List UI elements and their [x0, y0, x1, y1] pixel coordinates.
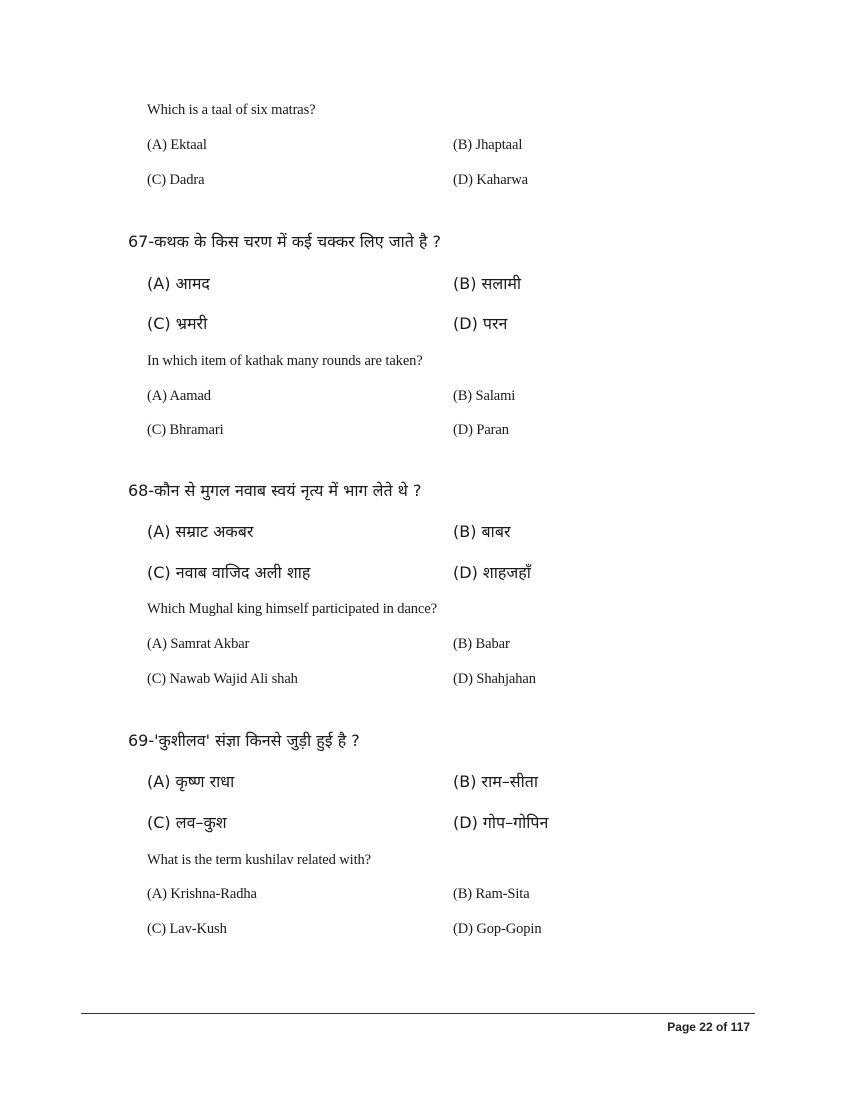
question-text-en: Which Mughal king himself participated in dance? — [147, 601, 437, 617]
option-b-hi: (B) बाबर — [453, 522, 511, 541]
option-c: (C) Lav-Kush — [147, 921, 227, 937]
question-heading-hi: 69-'कुशीलव' संज्ञा किनसे जुड़ी हुई है ? — [128, 731, 360, 750]
option-a: (A) Ektaal — [147, 137, 207, 153]
option-d: (D) Gop-Gopin — [453, 921, 542, 937]
question-heading-hi: 68-कौन से मुगल नवाब स्वयं नृत्य में भाग लेते थे ? — [128, 481, 422, 500]
option-b: (B) Ram-Sita — [453, 886, 530, 902]
option-a: (A) Krishna-Radha — [147, 886, 257, 902]
option-b-hi: (B) राम–सीता — [453, 772, 539, 791]
option-a-hi: (A) कृष्ण राधा — [147, 772, 235, 791]
option-d: (D) Shahjahan — [453, 671, 536, 687]
option-d-hi: (D) गोप–गोपिन — [453, 813, 549, 832]
question-heading-hi: 67-कथक के किस चरण में कई चक्कर लिए जाते है ? — [128, 232, 441, 251]
option-b: (B) Jhaptaal — [453, 137, 523, 153]
option-c: (C) Nawab Wajid Ali shah — [147, 671, 298, 687]
option-d-hi: (D) परन — [453, 314, 508, 333]
question-text-en: In which item of kathak many rounds are taken? — [147, 353, 423, 369]
option-a-hi: (A) आमद — [147, 274, 210, 293]
option-c-hi: (C) भ्रमरी — [147, 314, 208, 333]
option-b-hi: (B) सलामी — [453, 274, 522, 293]
option-c-hi: (C) लव–कुश — [147, 813, 227, 832]
question-text-en: Which is a taal of six matras? — [147, 102, 316, 118]
option-d-hi: (D) शाहजहाँ — [453, 563, 531, 582]
page-number: Page 22 of 117 — [667, 1020, 750, 1034]
option-d: (D) Kaharwa — [453, 172, 528, 188]
option-d: (D) Paran — [453, 422, 509, 438]
option-a-hi: (A) सम्राट अकबर — [147, 522, 254, 541]
option-b: (B) Salami — [453, 388, 516, 404]
footer-divider — [81, 1013, 755, 1014]
option-a: (A) Samrat Akbar — [147, 636, 250, 652]
option-a: (A) Aamad — [147, 388, 211, 404]
question-text-en: What is the term kushilav related with? — [147, 852, 372, 868]
option-c: (C) Dadra — [147, 172, 205, 188]
option-b: (B) Babar — [453, 636, 510, 652]
option-c: (C) Bhramari — [147, 422, 224, 438]
option-c-hi: (C) नवाब वाजिद अली शाह — [147, 563, 311, 582]
